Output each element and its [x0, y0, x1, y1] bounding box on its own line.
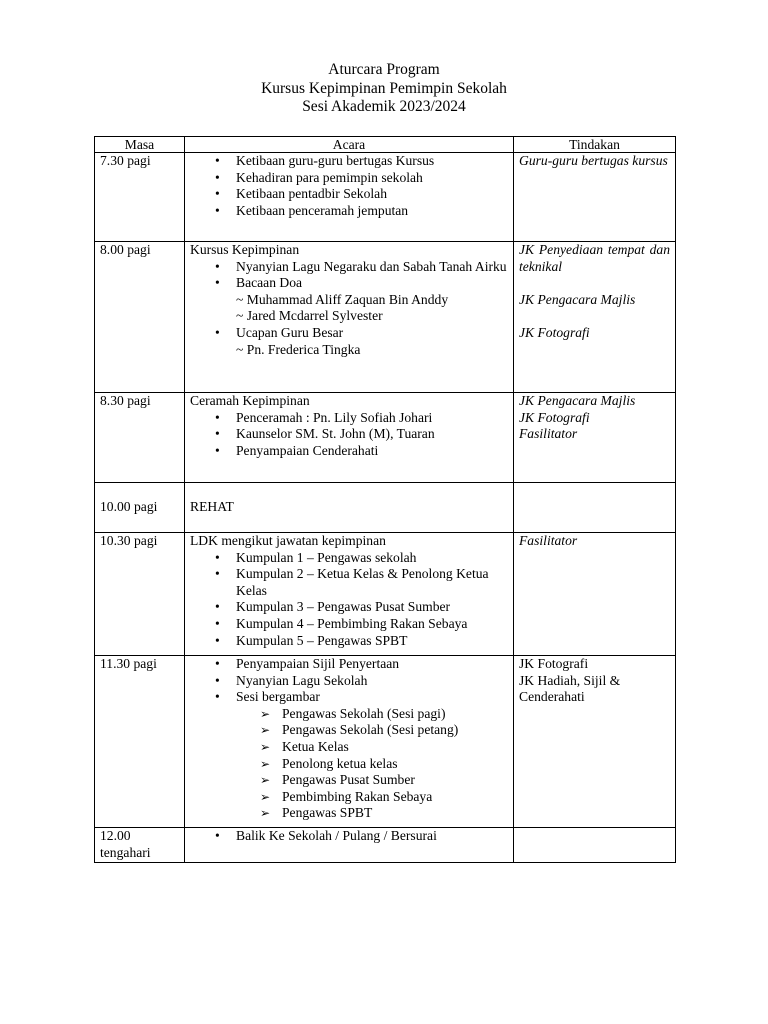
doa-reader: ~ Jared Mcdarrel Sylvester	[236, 308, 383, 324]
photo-session-list	[236, 706, 508, 822]
cell-acara	[185, 656, 514, 828]
list-item: ➢ Pengawas Sekolah (Sesi petang)	[236, 722, 508, 739]
cell-tindakan	[514, 533, 676, 656]
list-item: ➢ Pengawas SPBT	[236, 805, 508, 822]
table-row	[95, 656, 676, 828]
cell-acara: REHAT	[185, 483, 514, 533]
tindakan-text: JK Penyediaan tempat dan teknikal	[519, 242, 670, 274]
title-line-1: Aturcara Program	[328, 61, 440, 78]
list-item	[190, 689, 508, 822]
list-item: ➢ Penolong ketua kelas	[236, 756, 508, 773]
list-item: • Kumpulan 5 – Pengawas SPBT	[190, 633, 508, 650]
list-item: ➢ Pembimbing Rakan Sebaya	[236, 789, 508, 806]
list-item: • Kumpulan 1 – Pengawas sekolah	[190, 550, 508, 567]
list-item	[190, 325, 508, 358]
cell-masa: 10.30 pagi	[95, 533, 185, 656]
tindakan-text: JK Pengacara Majlis	[519, 393, 636, 408]
tindakan-text: Guru-guru bertugas kursus	[519, 153, 668, 168]
list-item	[190, 275, 508, 325]
list-item: • Balik Ke Sekolah / Pulang / Bersurai	[190, 828, 508, 845]
cell-tindakan	[514, 393, 676, 483]
list-item: • Ketibaan guru-guru bertugas Kursus	[190, 153, 508, 170]
document-title-block	[0, 61, 768, 117]
tindakan-text: JK Fotografi	[519, 324, 590, 340]
cell-tindakan	[514, 242, 676, 393]
tindakan-text: JK Pengacara Majlis	[519, 291, 636, 307]
cell-masa: 8.00 pagi	[95, 242, 185, 393]
list-item: • Ketibaan penceramah jemputan	[190, 203, 508, 220]
cell-masa: 11.30 pagi	[95, 656, 185, 828]
cell-tindakan	[514, 483, 676, 533]
schedule-table	[94, 136, 676, 863]
cell-tindakan	[514, 153, 676, 242]
list-item: • Nyanyian Lagu Sekolah	[190, 673, 508, 690]
column-header-tindakan: Tindakan	[514, 137, 676, 153]
tindakan-text: JK Fotografi	[519, 656, 589, 671]
cell-tindakan	[514, 656, 676, 828]
cell-masa: 7.30 pagi	[95, 153, 185, 242]
acara-heading: Ceramah Kepimpinan	[190, 393, 310, 408]
acara-heading: Kursus Kepimpinan	[190, 242, 300, 257]
list-item: • Kumpulan 2 – Ketua Kelas & Penolong Ketua Kelas	[190, 566, 508, 599]
title-line-3: Sesi Akademik 2023/2024	[302, 98, 466, 115]
cell-tindakan	[514, 828, 676, 863]
cell-acara	[185, 153, 514, 242]
list-item: • Penyampaian Sijil Penyertaan	[190, 656, 508, 673]
table-row	[95, 533, 676, 656]
table-header-row	[95, 137, 676, 153]
list-item: • Ketibaan pentadbir Sekolah	[190, 186, 508, 203]
cell-masa: 8.30 pagi	[95, 393, 185, 483]
tindakan-text: JK Fotografi	[519, 409, 590, 425]
list-item: • Kaunselor SM. St. John (M), Tuaran	[190, 426, 508, 443]
title-line-2: Kursus Kepimpinan Pemimpin Sekolah	[261, 79, 507, 97]
list-item: • Kumpulan 3 – Pengawas Pusat Sumber	[190, 599, 508, 616]
list-item: ➢ Pengawas Sekolah (Sesi pagi)	[236, 706, 508, 723]
list-item-label: • Sesi bergambar	[236, 689, 320, 705]
list-item-label: • Bacaan Doa	[236, 275, 303, 291]
list-item: ➢ Pengawas Pusat Sumber	[236, 772, 508, 789]
list-item: • Kumpulan 4 – Pembimbing Rakan Sebaya	[190, 616, 508, 633]
column-header-acara: Acara	[185, 137, 514, 153]
column-header-masa: Masa	[95, 137, 185, 153]
cell-acara	[185, 533, 514, 656]
cell-acara	[185, 393, 514, 483]
list-item-label: • Ucapan Guru Besar	[236, 324, 344, 340]
cell-acara	[185, 828, 514, 863]
acara-heading: LDK mengikut jawatan kepimpinan	[190, 533, 386, 548]
list-item: • Nyanyian Lagu Negaraku dan Sabah Tanah Airku	[190, 259, 508, 276]
list-item: • Penyampaian Cenderahati	[190, 443, 508, 460]
cell-acara	[185, 242, 514, 393]
table-row	[95, 393, 676, 483]
tindakan-text: JK Hadiah, Sijil & Cenderahati	[519, 672, 621, 705]
list-item: • Penceramah : Pn. Lily Sofiah Johari	[190, 410, 508, 427]
table-row	[95, 153, 676, 242]
list-item: ➢ Ketua Kelas	[236, 739, 508, 756]
guru-besar-name: ~ Pn. Frederica Tingka	[236, 341, 361, 357]
table-row	[95, 242, 676, 393]
table-row	[95, 483, 676, 533]
tindakan-text: Fasilitator	[519, 533, 578, 548]
list-item: • Kehadiran para pemimpin sekolah	[190, 170, 508, 187]
tindakan-text: Fasilitator	[519, 426, 578, 442]
table-row	[95, 828, 676, 863]
cell-masa: 10.00 pagi	[95, 483, 185, 533]
doa-reader: ~ Muhammad Aliff Zaquan Bin Anddy	[236, 291, 449, 307]
cell-masa: 12.00 tengahari	[95, 828, 185, 863]
